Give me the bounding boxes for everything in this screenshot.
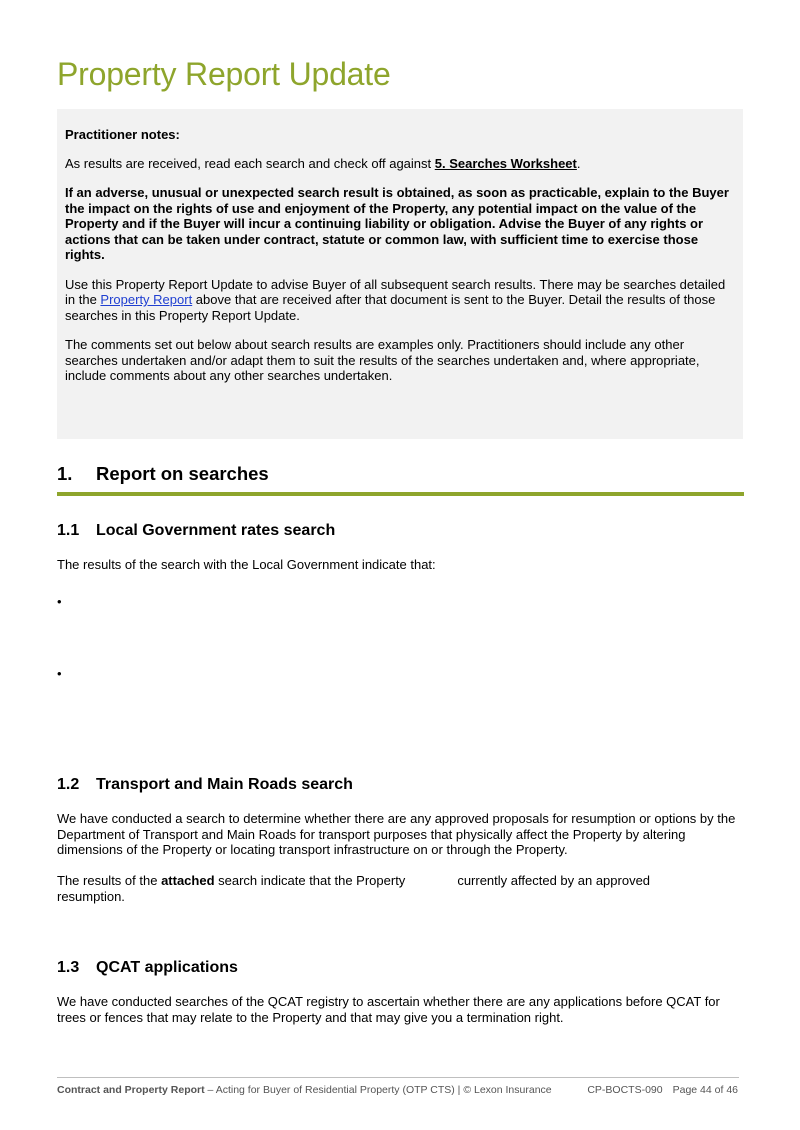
searches-worksheet-link[interactable]: 5. Searches Worksheet xyxy=(434,155,577,171)
section-1-number: 1. xyxy=(57,463,73,484)
footer-left xyxy=(57,1084,552,1096)
section-1-3-text: We have conducted searches of the QCAT registry to ascertain whether there are any applications before QCAT for trees or fences that may relate to the Property and that may give you a termination right. xyxy=(57,994,720,1025)
footer-code: CP-BOCTS-090 xyxy=(587,1084,663,1096)
section-1-2-para-1: We have conducted a search to determine whether there are any approved proposals for resumption or options by the Department of Transport and Main Roads for transport purposes that physically affect the Property by altering dimensions of the Property or locating transport infrastructure on or through the Property. xyxy=(57,811,736,857)
practitioner-notes-box xyxy=(57,109,743,439)
section-1-3-heading xyxy=(57,959,238,977)
section-1-heading xyxy=(57,463,269,485)
section-1-1-number: 1.1 xyxy=(57,522,80,539)
section-1-1-text: The results of the search with the Local Government indicate that: xyxy=(57,557,436,572)
bullet-point: • xyxy=(57,594,62,609)
section-divider xyxy=(57,492,744,496)
footer-right xyxy=(587,1084,738,1096)
footer-divider xyxy=(57,1077,739,1078)
notes-para-2: If an adverse, unusual or unexpected search result is obtained, as soon as practicable, explain to the Buyer the impact on the rights of use and enjoyment of the Property, any potential impact on the value of the Property and if the Buyer will incur a continuing liability or obligation. Advise the Buyer of any rights or actions that can be taken under contract, statute or common law, with sufficient time to exercise those rights. xyxy=(65,185,729,262)
section-1-3-number: 1.3 xyxy=(57,959,80,976)
para-2-text-a: The results of the xyxy=(57,873,162,888)
section-1-1-title: Local Government rates search xyxy=(96,522,336,539)
notes-para-3-end: above that are received after that document is sent to the Buyer. Detail the results of those searches in this Property Report Update. xyxy=(65,292,716,323)
section-1-1-heading xyxy=(57,522,335,540)
section-1-2-heading xyxy=(57,776,353,794)
page-title: Property Report Update xyxy=(57,56,391,92)
notes-para-1 xyxy=(65,156,735,172)
notes-para-4: The comments set out below about search results are examples only. Practitioners should include any other searches undertaken and/or adapt them to suit the results of the searches undertaken and, where appropriate, include comments about any other searches undertaken. xyxy=(65,337,700,383)
notes-para-3 xyxy=(65,277,735,324)
para-2-text-b: search indicate that the Property xyxy=(214,873,406,888)
notes-para-1-text: As results are received, read each search and check off against xyxy=(65,155,435,171)
section-1-2-para-2 xyxy=(57,873,747,904)
notes-para-1-end: . xyxy=(576,155,581,171)
footer-doc-detail: – Acting for Buyer of Residential Property (OTP CTS) | © Lexon Insurance xyxy=(204,1084,552,1096)
footer-doc-name: Contract and Property Report xyxy=(57,1084,205,1096)
section-1-2-para-2-line-2: resumption. xyxy=(57,888,125,904)
page-number: Page 44 of 46 xyxy=(672,1084,738,1096)
section-1-2-title: Transport and Main Roads search xyxy=(96,776,353,793)
section-1-title: Report on searches xyxy=(96,463,269,484)
para-2-text-c: currently affected by an approved xyxy=(457,873,651,888)
section-1-3-title: QCAT applications xyxy=(96,959,238,976)
para-2-bold: attached xyxy=(161,873,215,888)
property-report-link[interactable]: Property Report xyxy=(100,292,193,307)
bullet-point: • xyxy=(57,666,62,681)
section-1-2-para-2-line-1 xyxy=(57,873,747,889)
notes-heading: Practitioner notes: xyxy=(65,127,180,142)
notes-para-3-text: Use this Property Report Update to advise Buyer of all subsequent search results. There may be searches detailed in the xyxy=(65,276,726,307)
section-1-2-number: 1.2 xyxy=(57,776,80,793)
